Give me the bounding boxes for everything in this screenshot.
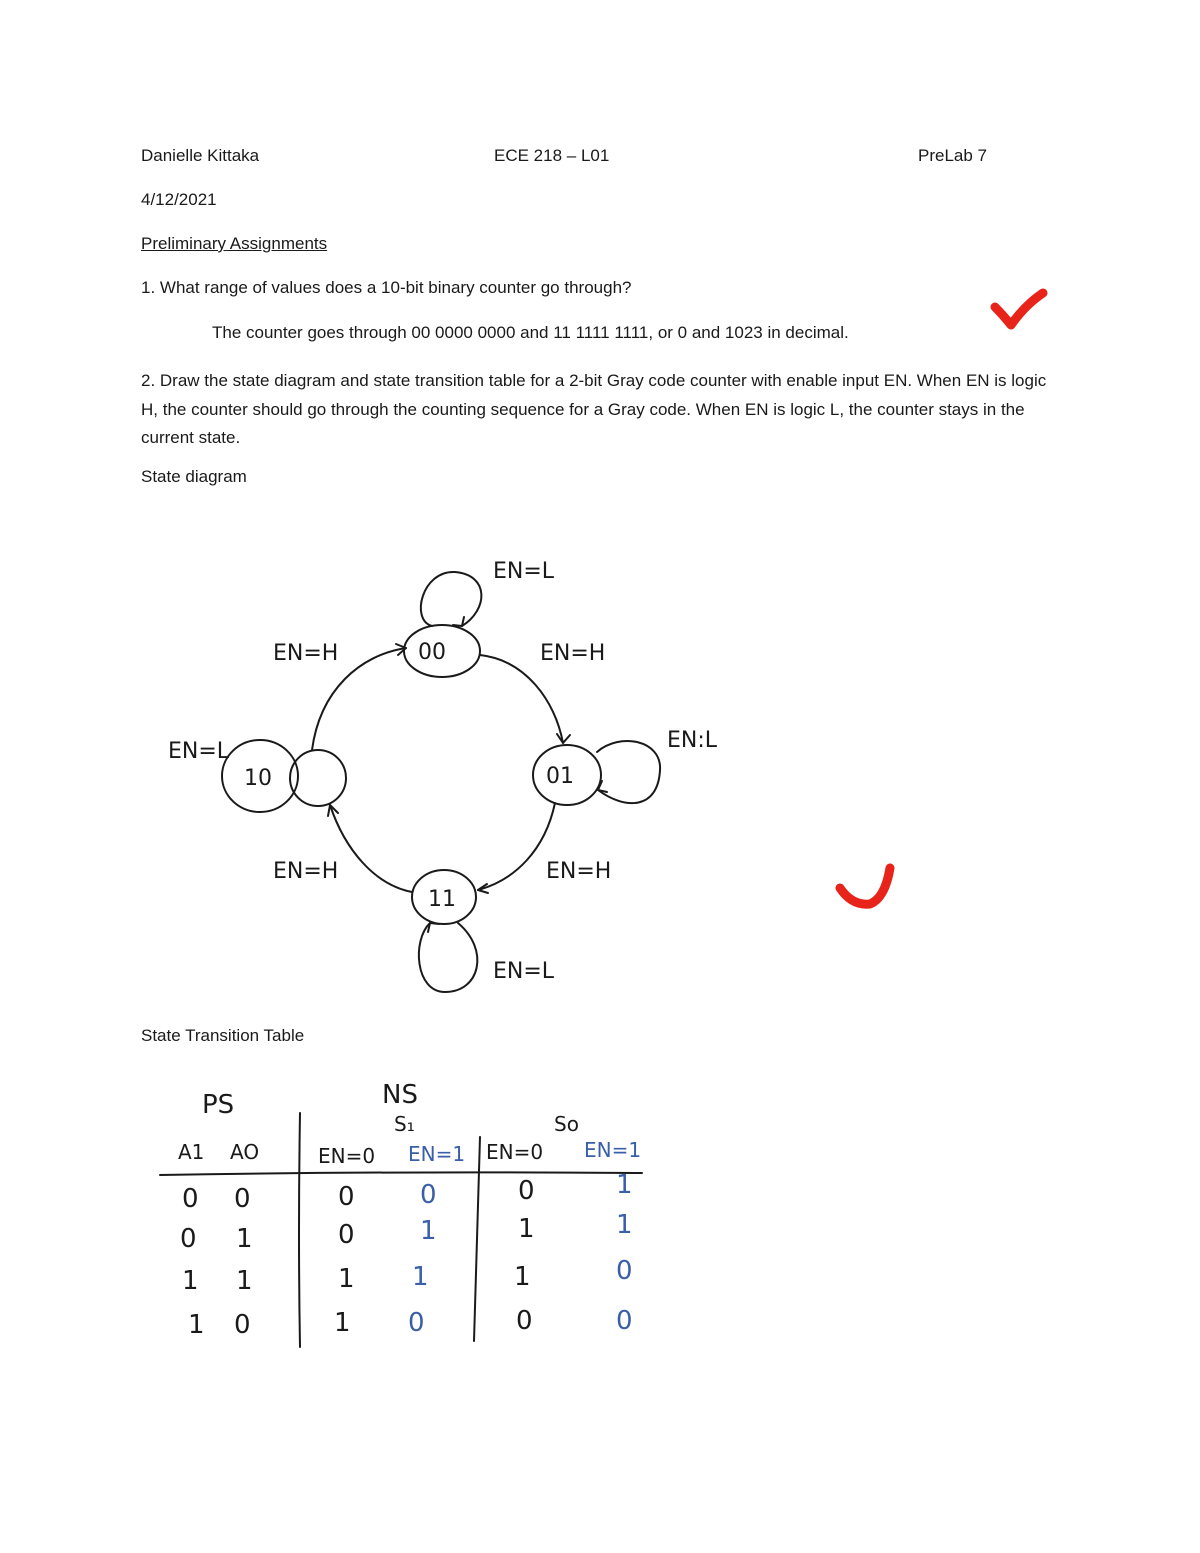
transition-label: EN=H xyxy=(273,859,339,884)
table-header-rule xyxy=(160,1172,642,1175)
table-cell: 0 xyxy=(408,1308,425,1338)
date: 4/12/2021 xyxy=(141,190,217,209)
group-header-ps: PS xyxy=(202,1090,235,1120)
table-cell: 0 xyxy=(338,1182,355,1212)
transition-arrow xyxy=(478,803,555,890)
state-diagram xyxy=(150,540,770,1010)
table-cell: 1 xyxy=(514,1262,531,1292)
question-1-answer: The counter goes through 00 0000 0000 and 11 1111 1111, or 0 and 1023 in decimal. xyxy=(212,323,849,342)
transition-label: EN=L xyxy=(168,739,230,764)
table-cell: 1 xyxy=(338,1264,355,1294)
table-cell: 1 xyxy=(182,1266,199,1296)
assignment-title: PreLab 7 xyxy=(918,146,987,165)
table-cell: 0 xyxy=(338,1220,355,1250)
table-cell: 0 xyxy=(180,1224,197,1254)
table-cell: 0 xyxy=(234,1184,251,1214)
column-header: AO xyxy=(230,1140,260,1164)
transition-arrow xyxy=(330,805,412,892)
transition-table-caption: State Transition Table xyxy=(141,1026,305,1045)
table-cell: 0 xyxy=(182,1184,199,1214)
column-header: EN=1 xyxy=(584,1138,642,1162)
table-cell: 1 xyxy=(412,1262,429,1292)
author-name: Danielle Kittaka xyxy=(141,146,260,165)
table-cell: 0 xyxy=(616,1306,633,1336)
table-cell: 1 xyxy=(616,1170,633,1200)
transition-label: EN:L xyxy=(667,728,718,753)
table-cell: 1 xyxy=(518,1214,535,1244)
group-header-ns: NS xyxy=(382,1080,418,1110)
table-divider xyxy=(474,1137,480,1341)
subheader-s1: S₁ xyxy=(394,1112,415,1136)
table-cell: 1 xyxy=(616,1210,633,1240)
self-loop xyxy=(597,741,660,803)
table-divider xyxy=(299,1113,300,1347)
table-cell: 0 xyxy=(420,1180,437,1210)
transition-arrow xyxy=(480,655,563,743)
table-cell: 0 xyxy=(616,1256,633,1286)
transition-label: EN=H xyxy=(540,641,606,666)
table-cell: 1 xyxy=(420,1216,437,1246)
self-loop xyxy=(421,572,482,626)
column-header: EN=1 xyxy=(408,1142,466,1166)
section-title: Preliminary Assignments xyxy=(141,234,328,253)
table-cell: 1 xyxy=(188,1310,205,1340)
state-label: 01 xyxy=(546,764,574,789)
table-cell: 1 xyxy=(236,1224,253,1254)
question-1-prompt: 1. What range of values does a 10-bit binary counter go through? xyxy=(141,278,632,297)
transition-label: EN=L xyxy=(493,959,555,984)
subheader-s0: So xyxy=(554,1112,579,1136)
transition-label: EN=H xyxy=(546,859,612,884)
check-mark-icon xyxy=(830,858,905,918)
state-label: 10 xyxy=(244,766,272,791)
transition-label: EN=H xyxy=(273,641,339,666)
table-cell: 0 xyxy=(234,1310,251,1340)
table-cell: 1 xyxy=(334,1308,351,1338)
column-header: EN=0 xyxy=(318,1144,376,1168)
state-label: 00 xyxy=(418,640,446,665)
check-mark-icon xyxy=(985,285,1050,335)
state-diagram-caption: State diagram xyxy=(141,467,247,486)
transition-label: EN=L xyxy=(493,559,555,584)
course-code: ECE 218 – L01 xyxy=(494,146,610,165)
state-label: 11 xyxy=(428,887,456,912)
question-2-prompt: 2. Draw the state diagram and state transition table for a 2-bit Gray code counter with enable input EN. When EN is logic H, the counter should go through the counting sequence for a Gray code. When EN is logic L, the counter stays in the current state. xyxy=(141,371,1047,447)
column-header: A1 xyxy=(178,1140,205,1164)
table-cell: 1 xyxy=(236,1266,253,1296)
self-loop xyxy=(419,923,477,992)
table-cell: 0 xyxy=(516,1306,533,1336)
column-header: EN=0 xyxy=(486,1140,544,1164)
state-transition-table xyxy=(150,1075,660,1360)
table-cell: 0 xyxy=(518,1176,535,1206)
